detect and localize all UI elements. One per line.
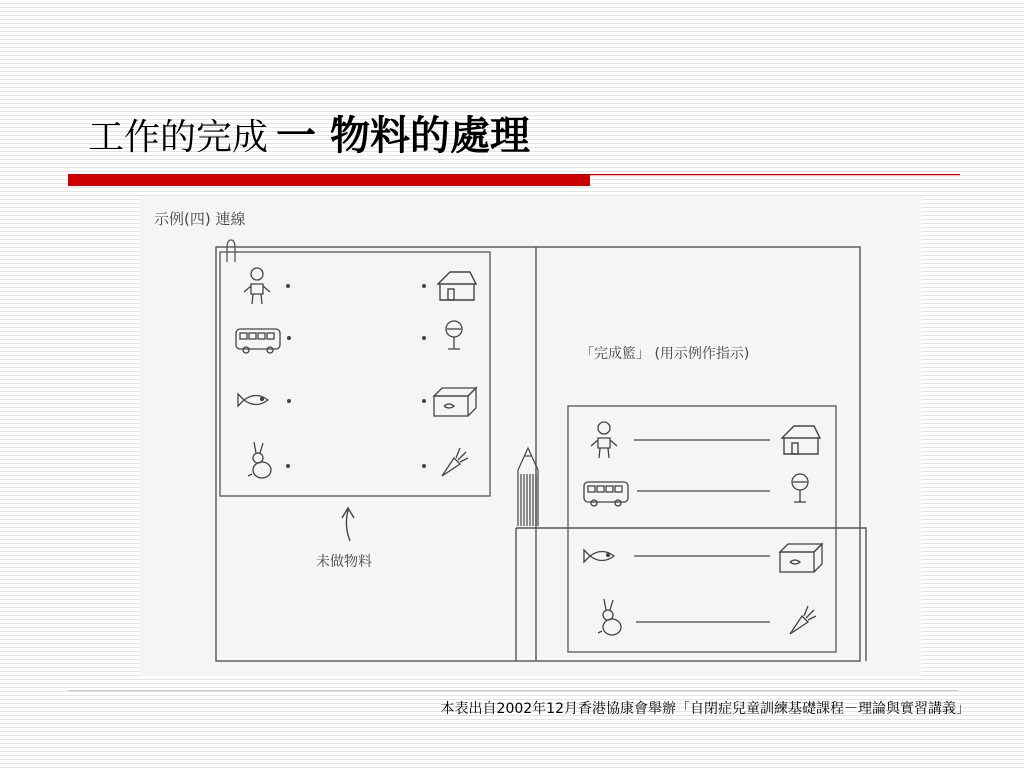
paper-clip-icon [227, 240, 235, 262]
fish-icon [238, 394, 268, 406]
fish-tank-icon [780, 544, 822, 572]
basket-label: 「完成籃」 (用示例作指示) [580, 346, 750, 362]
boy-icon [244, 268, 270, 304]
up-arrow-icon [342, 508, 354, 541]
dot [287, 399, 291, 403]
unfinished-label: 未做物料 [316, 554, 372, 570]
title-thin-line [590, 174, 960, 175]
pencil-icon [518, 448, 538, 526]
slide-title [88, 104, 530, 161]
dot [422, 399, 426, 403]
lollipop-icon [792, 474, 808, 502]
bus-icon [236, 329, 280, 353]
dot [287, 336, 291, 340]
fish-icon [584, 550, 614, 562]
board-frame [216, 247, 860, 661]
rabbit-icon [598, 599, 621, 635]
dot [286, 284, 290, 288]
slide-title-part1: 工作的完成 [88, 117, 269, 158]
carrot-icon [790, 606, 816, 634]
lollipop-icon [446, 321, 462, 349]
bus-icon [584, 482, 628, 506]
dot [286, 464, 290, 468]
source-footnote: 本表出自2002年12月香港協康會舉辦「自閉症兒童訓練基礎課程－理論與實習講義」 [440, 701, 970, 717]
scanned-figure [140, 196, 922, 676]
figure-caption: 示例(四) 連線 [154, 210, 246, 228]
carrot-icon [442, 448, 468, 476]
rabbit-icon [248, 442, 271, 478]
footer-rule [68, 690, 958, 691]
house-icon [782, 426, 820, 454]
dot [422, 464, 426, 468]
boy-icon [591, 422, 617, 458]
slide-title-part2: 一 物料的處理 [276, 112, 530, 159]
house-icon [438, 272, 476, 300]
dot [422, 336, 426, 340]
title-red-bar [68, 174, 590, 186]
dot [422, 284, 426, 288]
fish-tank-icon [434, 388, 476, 416]
